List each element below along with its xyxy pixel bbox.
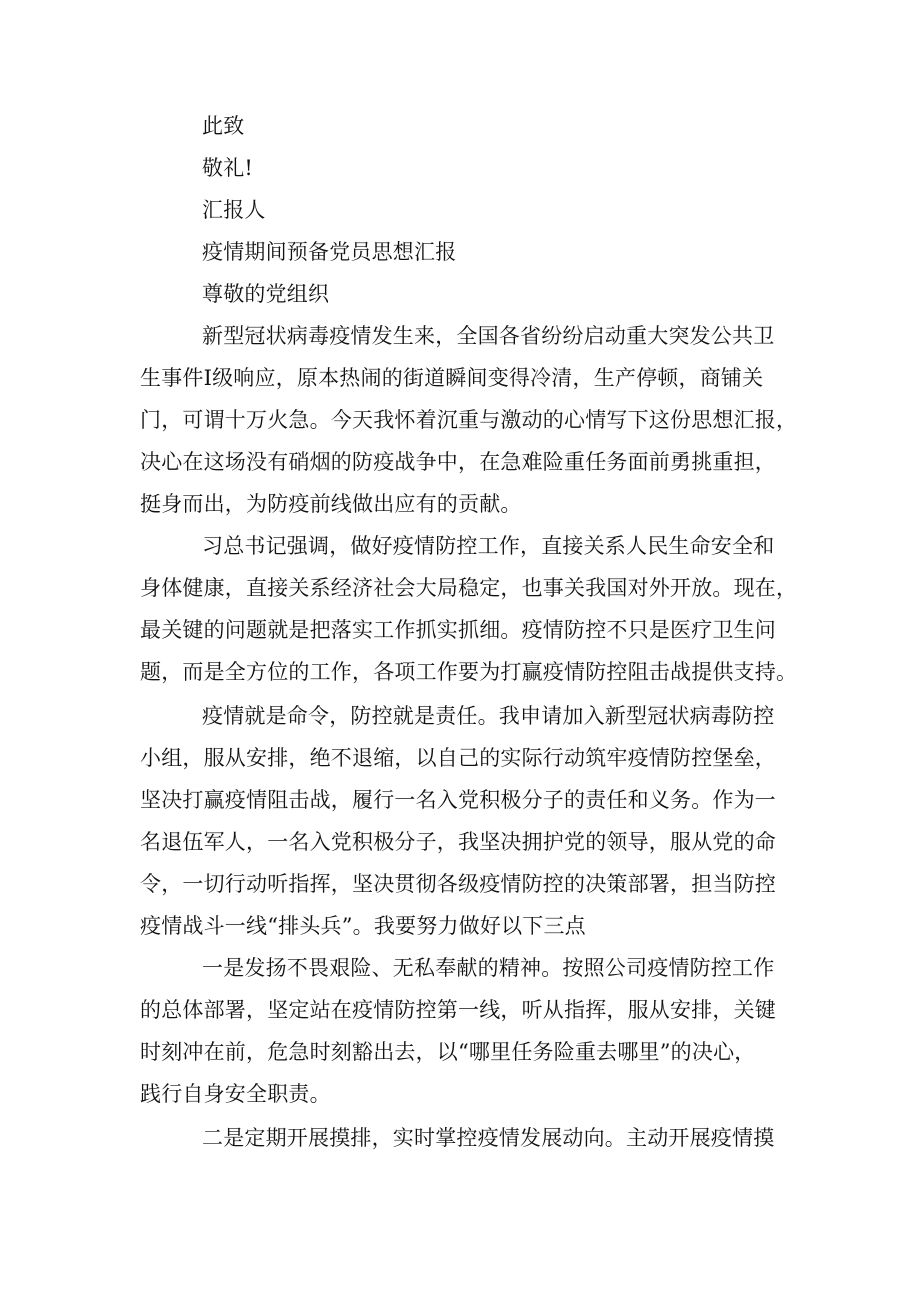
document-title: 疫情期间预备党员思想汇报 bbox=[202, 240, 457, 264]
paragraph-2-line-1: 习总书记强调，做好疫情防控工作，直接关系人民生命安全和 bbox=[202, 534, 775, 558]
paragraph-4-line-3: 时刻冲在前，危急时刻豁出去，以“哪里任务险重去哪里”的决心， bbox=[140, 1040, 756, 1064]
paragraph-1-line-4: 决心在这场没有硝烟的防疫战争中，在急难险重任务面前勇挑重担， bbox=[140, 450, 776, 474]
salutation: 尊敬的党组织 bbox=[202, 282, 330, 306]
paragraph-2-line-2: 身体健康，直接关系经济社会大局稳定，也事关我国对外开放。现在， bbox=[140, 576, 798, 600]
paragraph-1-line-3: 门，可谓十万火急。今天我怀着沉重与激动的心情写下这份思想汇报， bbox=[140, 408, 798, 432]
closing-reporter: 汇报人 bbox=[202, 198, 266, 222]
paragraph-4-line-4: 践行自身安全职责。 bbox=[140, 1082, 331, 1106]
paragraph-2-line-3: 最关键的问题就是把落实工作抓实抓细。疫情防控不只是医疗卫生问 bbox=[140, 618, 776, 642]
paragraph-3-line-3: 坚决打赢疫情阻击战，履行一名入党积极分子的责任和义务。作为一 bbox=[140, 788, 776, 812]
paragraph-1-line-2: 生事件Ⅰ级响应，原本热闹的街道瞬间变得冷清，生产停顿，商铺关 bbox=[140, 366, 764, 390]
paragraph-3-line-2: 小组，服从安排，绝不退缩，以自己的实际行动筑牢疫情防控堡垒， bbox=[140, 746, 776, 770]
paragraph-3-line-5: 令，一切行动听指挥，坚决贯彻各级疫情防控的决策部署，担当防控 bbox=[140, 872, 776, 896]
paragraph-3-line-4: 名退伍军人，一名入党积极分子，我坚决拥护党的领导，服从党的命 bbox=[140, 830, 776, 854]
paragraph-3-line-1: 疫情就是命令，防控就是责任。我申请加入新型冠状病毒防控 bbox=[202, 704, 775, 728]
paragraph-1-line-5: 挺身而出，为防疫前线做出应有的贡献。 bbox=[140, 492, 522, 516]
paragraph-3-line-6: 疫情战斗一线“排头兵”。我要努力做好以下三点 bbox=[140, 914, 586, 938]
closing-jingli: 敬礼! bbox=[202, 156, 254, 180]
paragraph-2-line-4: 题，而是全方位的工作，各项工作要为打赢疫情防控阻击战提供支持。 bbox=[140, 660, 798, 684]
paragraph-4-line-1: 一是发扬不畏艰险、无私奉献的精神。按照公司疫情防控工作 bbox=[202, 956, 775, 980]
paragraph-5-line-1: 二是定期开展摸排，实时掌控疫情发展动向。主动开展疫情摸 bbox=[202, 1126, 775, 1150]
closing-cizhi: 此致 bbox=[202, 114, 245, 138]
paragraph-4-line-2: 的总体部署，坚定站在疫情防控第一线，听从指挥，服从安排，关键 bbox=[140, 998, 776, 1022]
paragraph-1-line-1: 新型冠状病毒疫情发生来，全国各省纷纷启动重大突发公共卫 bbox=[202, 324, 775, 348]
